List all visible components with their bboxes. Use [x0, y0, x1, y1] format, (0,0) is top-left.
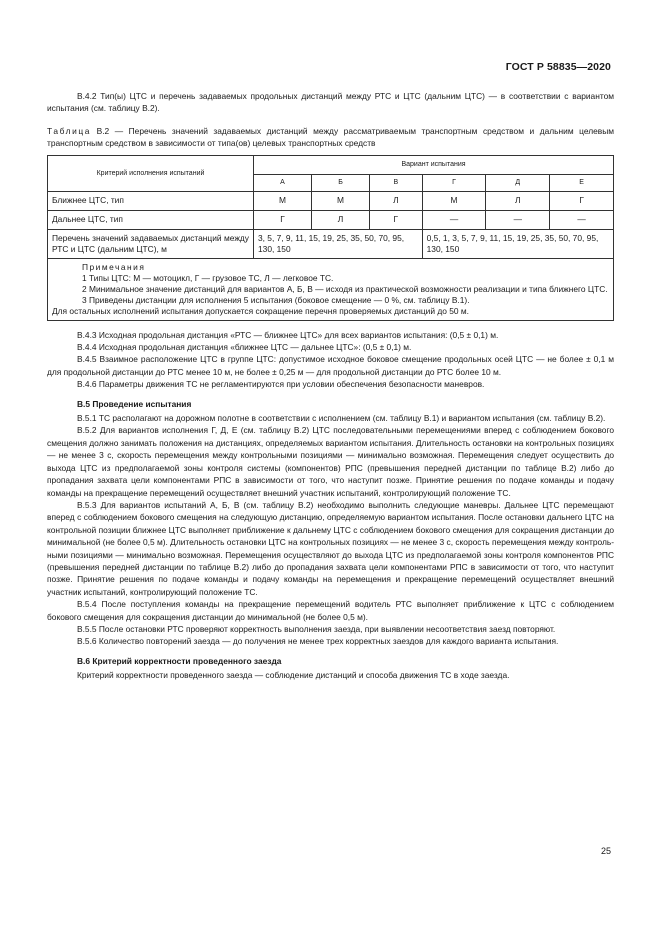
page-content	[47, 90, 614, 682]
distances-def: 0,5, 1, 3, 5, 7, 9, 11, 15, 19, 25, 35, 50, 70, 95, 130, 150	[422, 229, 613, 258]
standard-number: ГОСТ Р 58835—2020	[505, 61, 611, 73]
paragraph-b4-3: В.4.3 Исходная продольная дистанция «РТС — ближнее ЦТС» для всех вариантов испытания: (0,5 ± 0,1) м.	[77, 329, 499, 340]
section-heading-b5: В.5 Проведение испытания	[77, 398, 192, 409]
row-label: Ближнее ЦТС, тип	[48, 191, 254, 210]
note-item: 1 Типы ЦТС: М — мотоцикл, Г — грузовое ТС, Л — легковое ТС.	[82, 272, 334, 283]
table-row	[48, 229, 614, 258]
note-item: 3 Приведены дистанции для исполнения 5 испытания (боковое смещение — 0 %, см. таблицу В.1).	[82, 294, 470, 305]
paragraph-b5-4: В.5.4 После поступления команды на прекращение перемещений водитель РТС выполняет приближение к ЦТС с соблюдением бокового смещения для сокращения дистанции до минимальной (не более 0,5 м).	[47, 599, 614, 622]
page-number: 25	[600, 846, 611, 856]
paragraph-b5-1: В.5.1 ТС располагают на дорожном полотне в соответствии с исполнением (см. таблицу В.1) и вариантом испытания (см. таблицу В.2).	[77, 413, 606, 424]
table-row	[48, 210, 614, 229]
paragraph-b6: Критерий корректности проведенного заезда — соблюдение дистанций и способа движения ТС в ходе заезда.	[77, 670, 510, 681]
paragraph-b5-3: В.5.3 Для вариантов испытаний А, Б, В (см. таблицу В.2) необходимо выполнить следующие маневры. Дальнее ЦТС перемещают вперед с соблюдением бокового смещения на следующую дистанцию, определяемую вариантом испытания. После остановки дальнего ЦТС на контрольной позиции ближнее ЦТС выполняет приближение к дальнему ЦТС с соблюдением бокового смещения для сокращения дистанции до минимальной (не более 0,5 м). Длительность остановки ЦТС на контрольных позициях — не менее 3 с, скорость перемещения между контрольными позициями — минимально возможная. Перемещения осуществляют до выхода ЦТС из предполагаемой зоны контроля компонентов РПС (превышения передней дистанции по таблице В.2) либо до пропадания захвата цели компонентами РПС в зависимости от того, что наступит позже. Принятие решения по подаче команды и подачу команды на перемещения и прекращение перемещений осуществляет внешний участник испытаний, контролирующий положение ТС.	[47, 499, 614, 597]
table-cell: —	[486, 210, 550, 229]
row-label: Дальнее ЦТС, тип	[48, 210, 254, 229]
table-notes	[48, 258, 614, 320]
notes-title: Примечания	[82, 261, 146, 272]
table-cell: Л	[312, 210, 370, 229]
table-cell: Г	[370, 210, 423, 229]
note-item: Для остальных исполнений испытания допускается сокращение перечня проверяемых дистанций до 50 м.	[52, 305, 469, 316]
paragraph-b4-5: В.4.5 Взаимное расположение ЦТС в группе ЦТС: допустимое исходное боковое смещение продольных осей ЦТС — не более ± 0,1 м для продольной дистанции до РТС менее 10 м, не более ± 0,25 м — для продольной дистанции до РТС более 10 м.	[47, 354, 614, 377]
row-label: Перечень значений задаваемых дистанций между РТС и ЦТС (дальним ЦТС), м	[48, 229, 254, 258]
paragraph-b5-5: В.5.5 После остановки РТС проверяют корректность выполнения заезда, при выявлении несоответствия заезд повторяют.	[77, 623, 556, 634]
section-heading-b6: В.6 Критерий корректности проведенного заезда	[77, 655, 282, 666]
table-cell: М	[312, 191, 370, 210]
variant-header: Б	[312, 174, 370, 191]
variants-header: Вариант испытания	[254, 155, 614, 174]
table-caption-label: Таблица	[47, 125, 92, 136]
variant-header: В	[370, 174, 423, 191]
table-cell: Л	[486, 191, 550, 210]
table-cell: Г	[550, 191, 614, 210]
paragraph-b5-6: В.5.6 Количество повторений заезда — до получения не менее трех корректных заездов для каждого варианта испытания.	[77, 636, 559, 647]
table-cell: —	[550, 210, 614, 229]
table-cell: М	[254, 191, 312, 210]
criterion-header: Критерий исполнения испытаний	[48, 155, 254, 191]
table-cell: —	[422, 210, 486, 229]
table-caption	[47, 125, 614, 150]
paragraph-b5-2: В.5.2 Для вариантов исполнения Г, Д, Е (см. таблицу В.2) ЦТС последовательными перемещениями вперед с соблюдением бокового смещения должно занимать положения на дистанциях, определяемых вариантом испытания. Длительность остановки на контрольных позициях — не менее 3 с, скорость перемещения между контрольными позициями — минимально возможная. Перемещения следует осуществить до выхода ЦТС из предполагаемой зоны контроля системы (компонентов) РПС (превышения передней дистанции по таблице В.2) либо до пропадания захвата цели компонентами РПС в зависимости от того, что наступит позже. Принятие решения по подаче команды и подачу команды на прекращение перемещений осуществляет внешний участник испытаний, контролирующий положение ТС.	[47, 425, 614, 498]
table-row	[48, 191, 614, 210]
variant-header: Г	[422, 174, 486, 191]
paragraph-b4-2: В.4.2 Тип(ы) ЦТС и перечень задаваемых продольных дистанций между РТС и ЦТС (дальним ЦТС) — в соответствии с вариантом испытания (см. таблицу В.2).	[47, 91, 614, 114]
distances-table	[47, 155, 614, 321]
table-cell: Г	[254, 210, 312, 229]
note-item: 2 Минимальное значение дистанций для вариантов А, Б, В — исходя из практической возможности реализации и типа ближнего ЦТС.	[82, 283, 608, 294]
table-caption-text: В.2 — Перечень значений задаваемых дистанций между рассматриваемым транспортным средством и дальним целевым транспортным средством в зависимости от типа(ов) целевых транспортных средств	[47, 125, 614, 149]
paragraph-b4-4: В.4.4 Исходная продольная дистанция «ближнее ЦТС — дальнее ЦТС»: (0,5 ± 0,1) м.	[77, 342, 412, 353]
variant-header: А	[254, 174, 312, 191]
table-cell: М	[422, 191, 486, 210]
variant-header: Д	[486, 174, 550, 191]
table-cell: Л	[370, 191, 423, 210]
variant-header: Е	[550, 174, 614, 191]
distances-abc: 3, 5, 7, 9, 11, 15, 19, 25, 35, 50, 70, 95, 130, 150	[254, 229, 423, 258]
table-notes-row	[48, 258, 614, 320]
paragraph-b4-6: В.4.6 Параметры движения ТС не регламентируются при условии обеспечения безопасности маневров.	[77, 379, 485, 390]
